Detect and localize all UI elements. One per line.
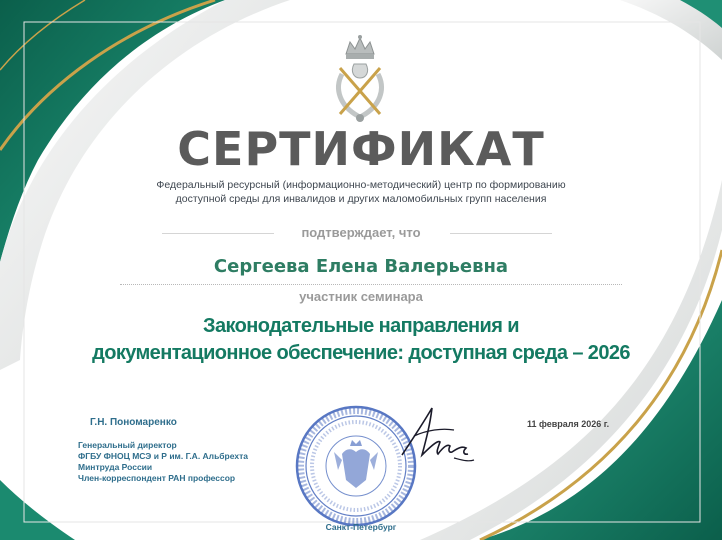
confirms-text: подтверждает, что <box>301 225 421 240</box>
seminar-title-line-2: документационное обеспечение: доступная среда – 2026 <box>92 342 630 364</box>
crown-wreath-emblem-icon <box>324 34 396 126</box>
organization-description <box>150 178 572 206</box>
seminar-title <box>40 313 682 367</box>
recipient-name: Сергеева Елена Валерьевна <box>213 256 509 277</box>
handwritten-signature <box>392 400 482 470</box>
certificate-date: 11 февраля 2026 г. <box>527 419 610 429</box>
organization-line-1: Федеральный ресурсный (информационно-методический) центр по формированию <box>156 179 566 191</box>
signer-name: Г.Н. Пономаренко <box>90 417 177 428</box>
signer-position-line: ФГБУ ФНОЦ МСЭ и Р им. Г.А. Альбрехта <box>78 451 248 461</box>
seminar-title-line-1: Законодательные направления и <box>203 315 519 337</box>
certificate-title: СЕРТИФИКАТ <box>177 122 545 176</box>
participant-role: участник семинара <box>299 289 423 304</box>
organization-line-2: доступной среды для инвалидов и других маломобильных групп населения <box>175 193 547 205</box>
certificate-city: Санкт-Петербург <box>325 522 397 532</box>
signer-position-line: Член-корреспондент РАН профессор <box>78 473 236 483</box>
signer-position <box>78 440 248 484</box>
name-underline <box>120 284 622 285</box>
signer-position-line: Генеральный директор <box>78 440 177 450</box>
signer-position-line: Минтруда России <box>78 462 153 472</box>
